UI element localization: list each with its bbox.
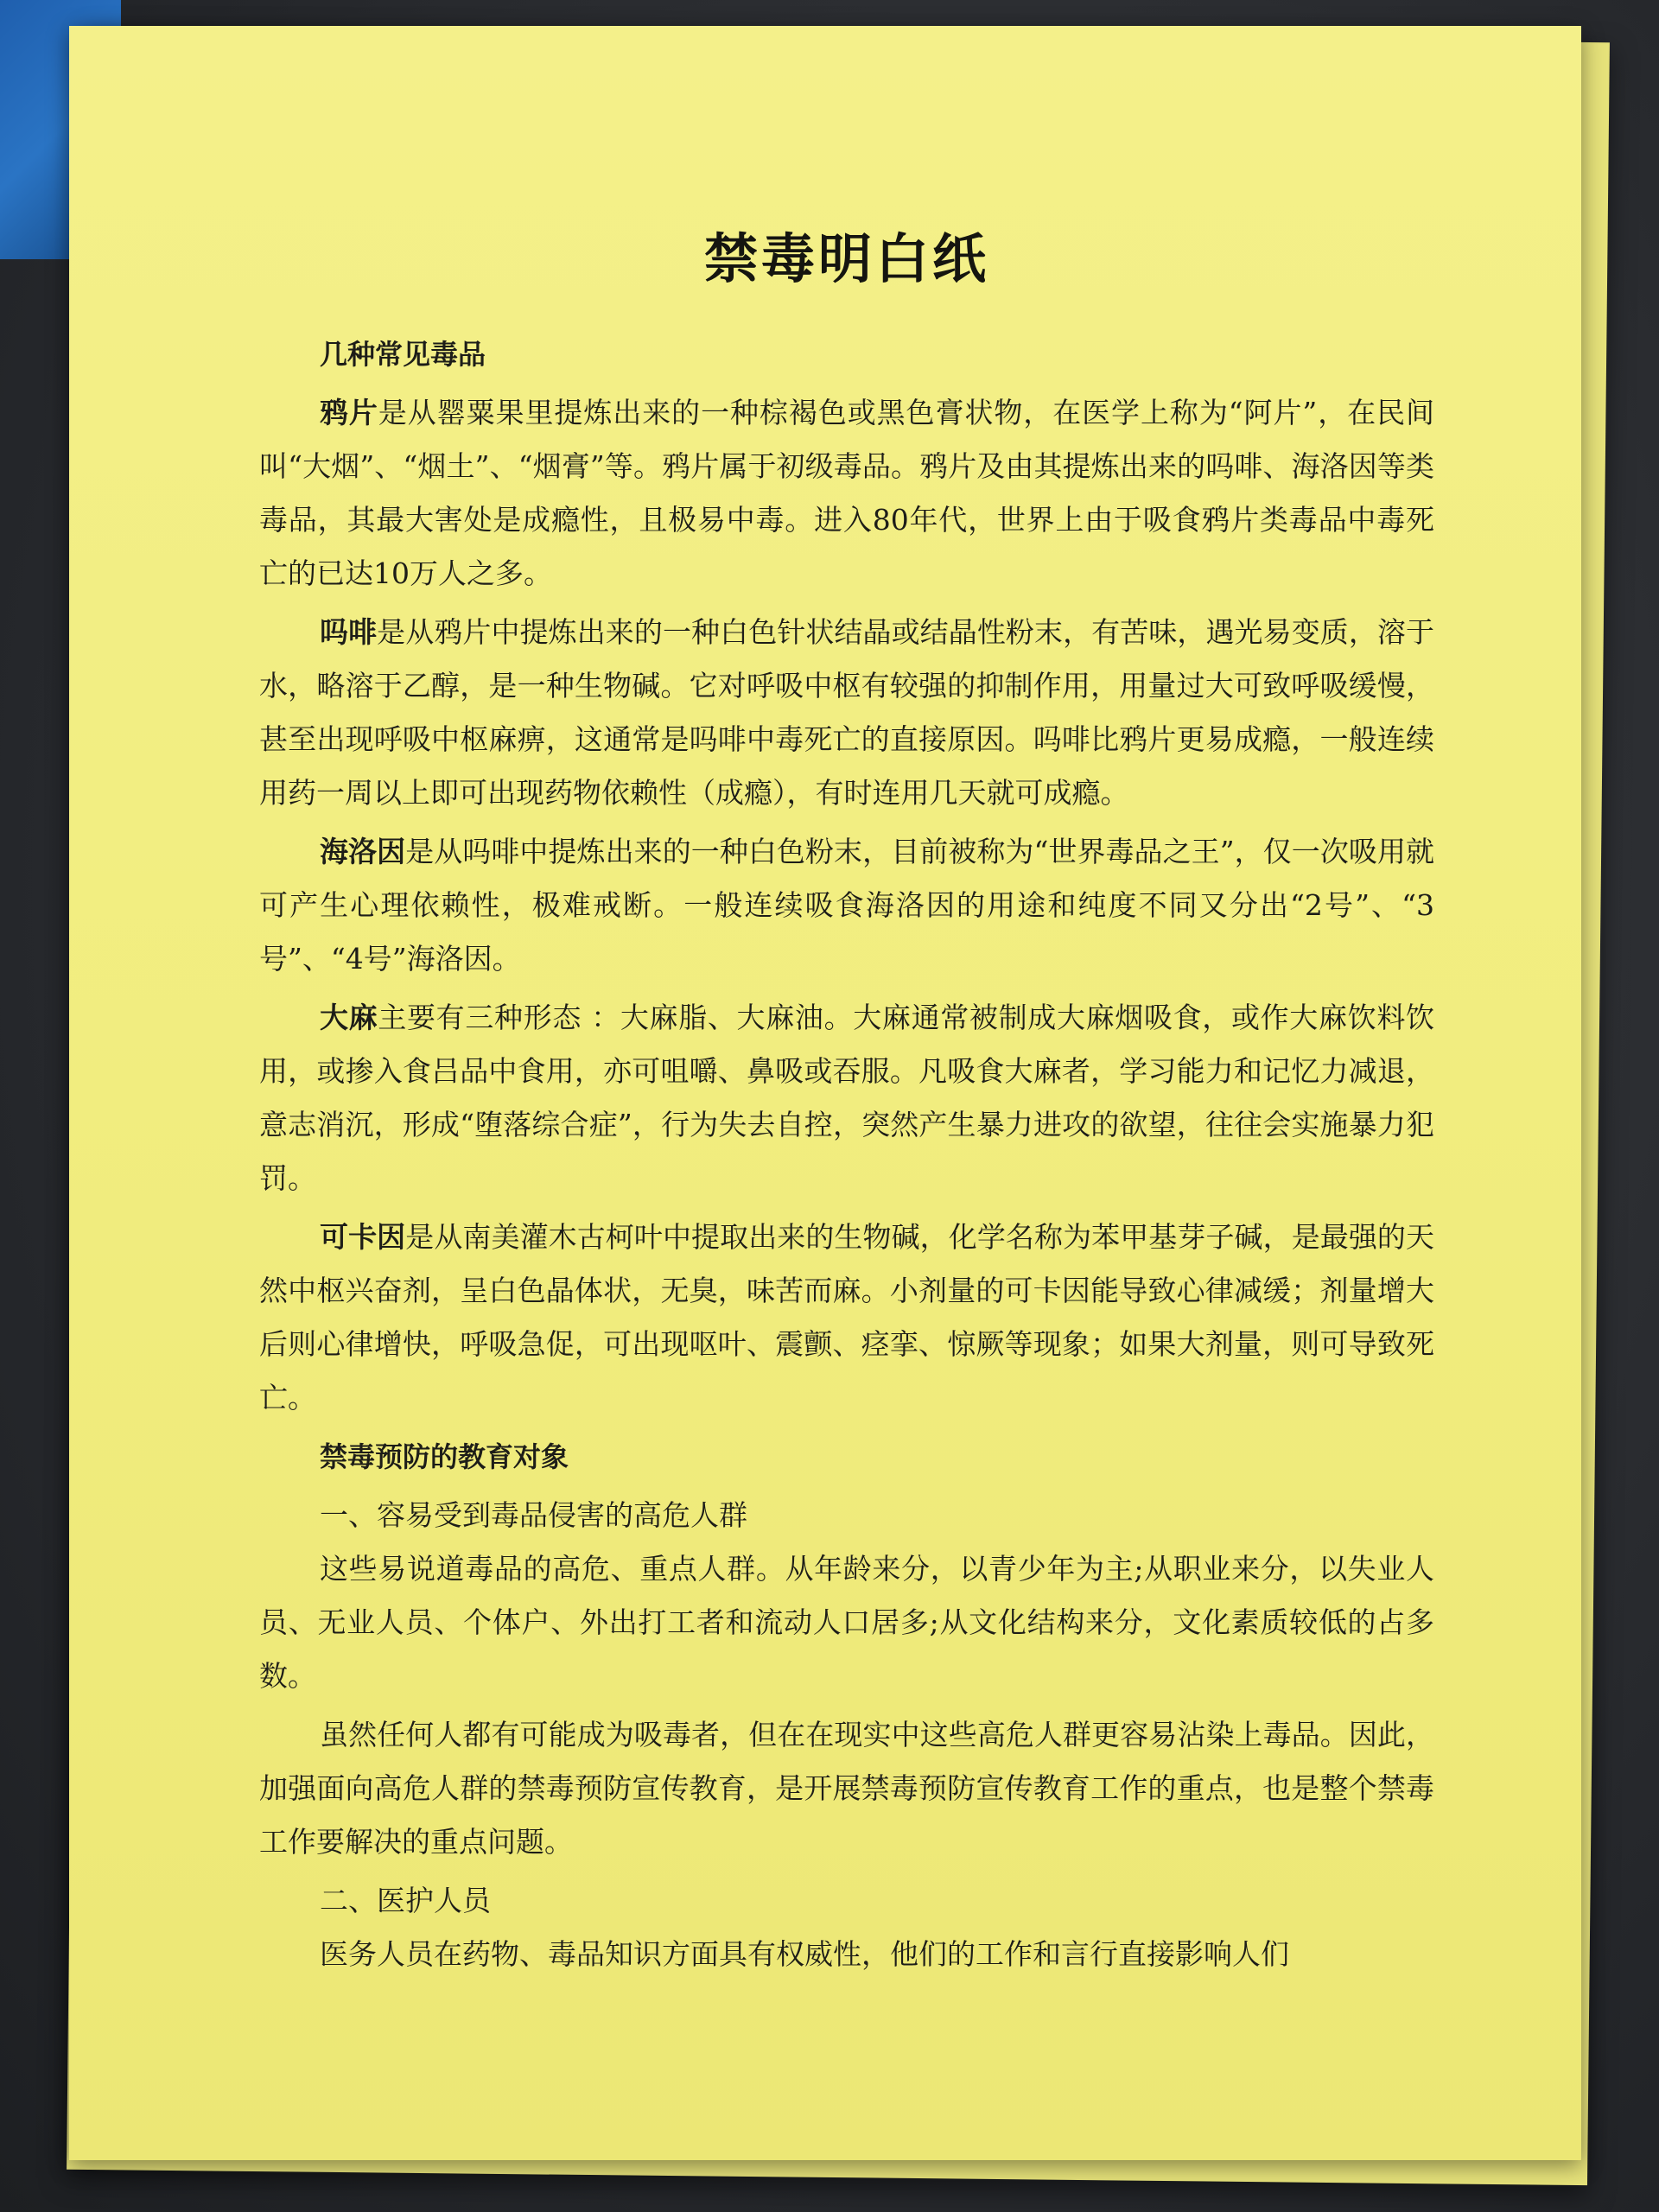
paragraph-high-risk-2: 虽然任何人都有可能成为吸毒者，但在在现实中这些高危人群更容易沾染上毒品。因此，加强面向高危人群的禁毒预防宣传教育，是开展禁毒预防宣传教育工作的重点，也是整个禁毒工作要解决的重点问题。 [259,1718,1434,1859]
drug-description: 主要有三种形态 ：大麻脂、大麻油。大麻通常被制成大麻烟吸食，或作大麻饮料饮用，或掺入食吕品中食用，亦可咀嚼、鼻吸或吞服。凡吸食大麻者，学习能力和记忆力减退，意志消沉，形成“堕落综合症”，行为失去自控，突然产生暴力进攻的欲望，往往会实施暴力犯罚。 [259,1001,1434,1195]
drug-name: 大麻 [320,1001,378,1034]
document-content [259,216,1434,1986]
drug-description: 是从鸦片中提炼出来的一种白色针状结晶或结晶性粉末，有苦味，遇光易变质，溶于水，略溶于乙醇，是一种生物碱。它对呼吸中枢有较强的抑制作用，用量过大可致呼吸缓慢，甚至出现呼吸中枢麻痹，这通常是吗啡中毒死亡的直接原因。吗啡比鸦片更易成瘾，一般连续用药一周以上即可出现药物依赖性（成瘾），有时连用几天就可成瘾。 [259,615,1435,810]
drug-name: 鸦片 [320,396,378,429]
drug-paragraph-morphine [259,606,1434,820]
drug-description: 是从南美灌木古柯叶中提取出来的生物碱，化学名称为苯甲基芽子碱，是最强的天然中枢兴奋剂，呈白色晶体状，无臭，味苦而麻。小剂量的可卡因能导致心律减缓；剂量增大后则心律增快，呼吸急促，可出现呕叶、震颤、痉挛、惊厥等现象；如果大剂量，则可导致死亡。 [259,1220,1435,1414]
paragraph-medical-staff: 医务人员在药物、毒品知识方面具有权威性，他们的工作和言行直接影响人们 [320,1937,1289,1971]
section-heading-common-drugs: 几种常见毒品 [320,338,486,371]
drug-paragraph-heroin [259,825,1434,986]
section-heading-education-targets: 禁毒预防的教育对象 [320,1440,569,1473]
drug-paragraph-cannabis [259,991,1434,1205]
drug-description: 是从吗啡中提炼出来的一种白色粉末，目前被称为“世界毒品之王”，仅一次吸用就可产生心理依赖性，极难戒断。一般连续吸食海洛因的用途和纯度不同又分出“2号”、“3号”、“4号”海洛因。 [259,835,1435,976]
paragraph-high-risk-1: 这些易说道毒品的高危、重点人群。从年龄来分，以青少年为主;从职业来分，以失业人员、无业人员、个体户、外出打工者和流动人口居多;从文化结构来分，文化素质较低的占多数。 [259,1552,1434,1693]
drug-paragraph-opium [259,386,1434,601]
drug-name: 海洛因 [320,835,406,868]
subheading-high-risk-groups: 一、容易受到毒品侵害的高危人群 [320,1498,747,1532]
document-page [69,26,1581,2160]
drug-paragraph-cocaine [259,1211,1434,1425]
document-title: 禁毒明白纸 [703,227,989,290]
drug-name: 可卡因 [320,1220,406,1254]
drug-description: 是从罂粟果里提炼出来的一种棕褐色或黑色膏状物，在医学上称为“阿片”，在民间叫“大烟”、“烟土”、“烟膏”等。鸦片属于初级毒品。鸦片及由其提炼出来的吗啡、海洛因等类毒品，其最大害处是成瘾性，且极易中毒。进入80年代，世界上由于吸食鸦片类毒品中毒死亡的已达10万人之多。 [259,396,1434,590]
drug-name: 吗啡 [320,615,378,649]
subheading-medical-staff: 二、医护人员 [320,1884,491,1917]
